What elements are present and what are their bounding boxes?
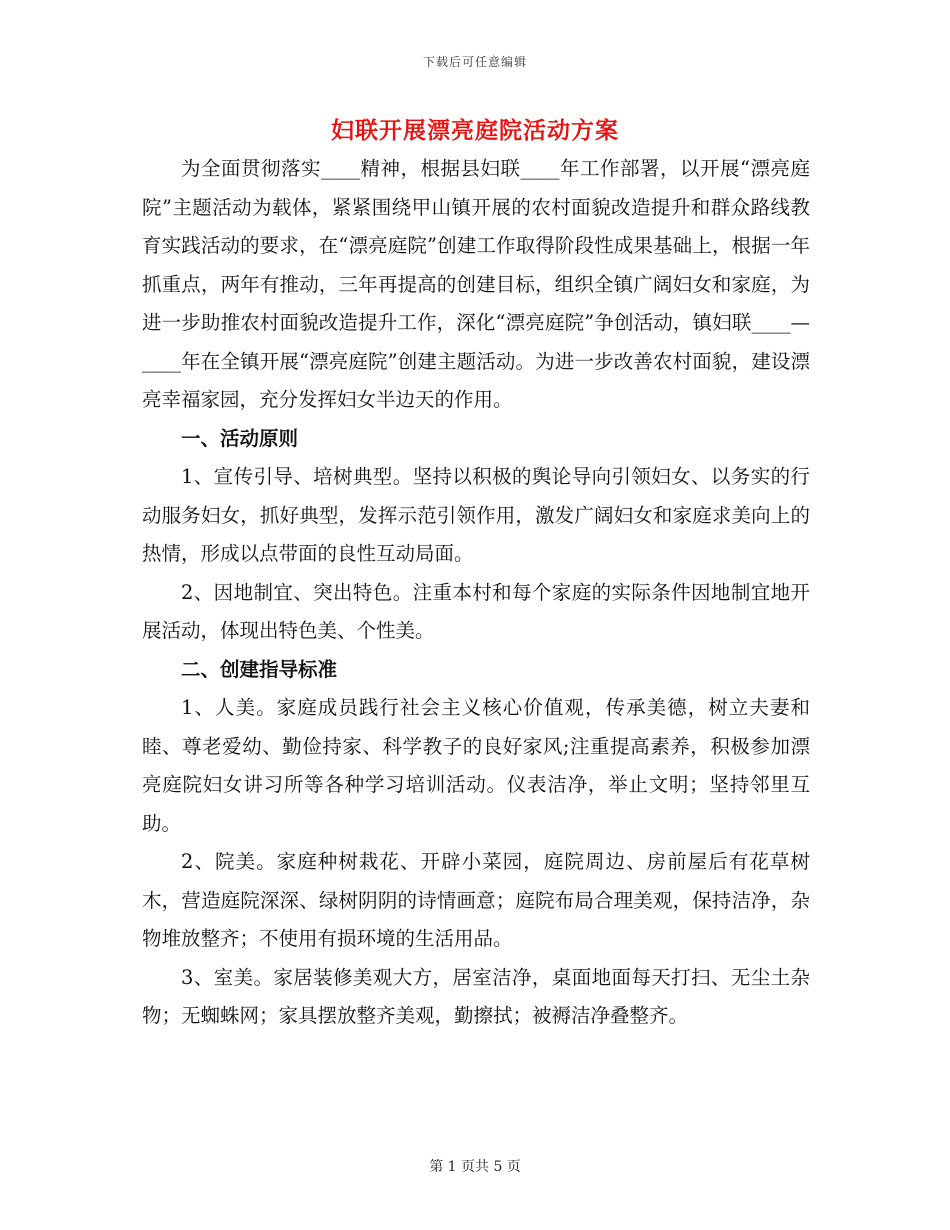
principle-item: 2、因地制宜、突出特色。注重本村和每个家庭的实际条件因地制宜地开展活动，体现出特色美、个性美。 (142, 580, 810, 642)
document-body (142, 150, 810, 1036)
standard-item: 2、院美。家庭种树栽花、开辟小菜园，庭院周边、房前屋后有花草树木，营造庭院深深、绿树阴阴的诗情画意；庭院布局合理美观，保持洁净，杂物堆放整齐；不使用有损环境的生活用品。 (142, 850, 810, 950)
intro-paragraph: 为全面贯彻落实____精神，根据县妇联____年工作部署，以开展“漂亮庭院”主题活动为载体，紧紧围绕甲山镇开展的农村面貌改造提升和群众路线教育实践活动的要求，在“漂亮庭院”创建工作取得阶段性成果基础上，根据一年抓重点，两年有推动，三年再提高的创建目标，组织全镇广阔妇女和家庭，为进一步助推农村面貌改造提升工作，深化“漂亮庭院”争创活动，镇妇联____—____年在全镇开展“漂亮庭院”创建主题活动。为进一步改善农村面貌，建设漂亮幸福家园，充分发挥妇女半边天的作用。 (142, 157, 810, 411)
standard-item: 3、室美。家居装修美观大方，居室洁净，桌面地面每天打扫、无尘土杂物；无蜘蛛网；家具摆放整齐美观，勤擦拭；被褥洁净叠整齐。 (142, 965, 810, 1027)
page-number: 第 1 页共 5 页 (429, 1159, 521, 1175)
document-title: 妇联开展漂亮庭院活动方案 (331, 117, 619, 144)
header-note: 下载后可任意编辑 (422, 55, 527, 69)
principle-item: 1、宣传引导、培树典型。坚持以积极的舆论导向引领妇女、以务实的行动服务妇女，抓好典型，发挥示范引领作用，激发广阔妇女和家庭求美向上的热情，形成以点带面的良性互动局面。 (142, 465, 810, 565)
section-heading-principles: 一、活动原则 (181, 426, 299, 450)
standard-item: 1、人美。家庭成员践行社会主义核心价值观，传承美德，树立夫妻和睦、尊老爱幼、勤俭持家、科学教子的良好家风;注重提高素养，积极参加漂亮庭院妇女讲习所等各种学习培训活动。仪表洁净，举止文明；坚持邻里互助。 (142, 696, 810, 835)
section-heading-standards: 二、创建指导标准 (181, 657, 338, 681)
